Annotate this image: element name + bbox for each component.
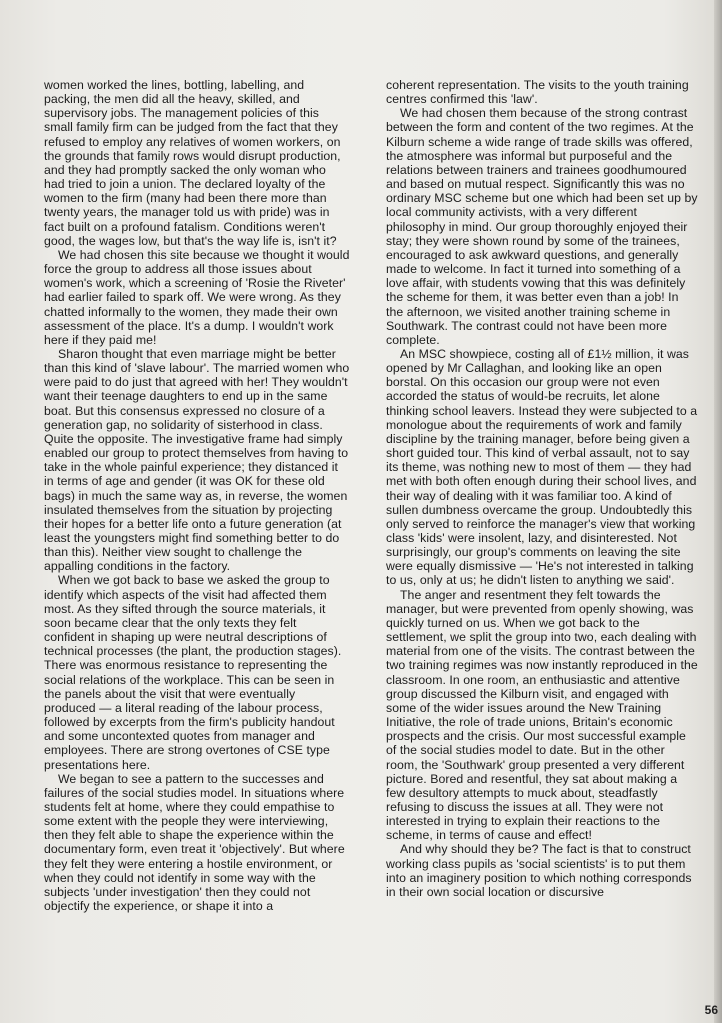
paragraph: coherent representation. The visits to the youth training centres confirmed this 'law'. — [386, 78, 689, 107]
paragraph: women worked the lines, bottling, labelling, and packing, the men did all the heavy, skilled, and supervisory jobs. The management policies of this small family firm can be judged from the fact that they refused to employ any relatives of women workers, on the grounds that family rows would disrupt production, and they had promptly sacked the only woman who had tried to join a union. The declared loyalty of the women to the firm (many had been there more than twenty years, the manager told us with pride) was in fact built on a profound fatalism. Conditions weren't good, the wages low, but that's the way life is, isn't it? — [44, 78, 341, 248]
paragraph: We had chosen them because of the strong contrast between the form and content of the two regimes. At the Kilburn scheme a wide range of trade skills was offered, the atmosphere was informal but purposeful and the relations between trainers and trainees goodhumoured and based on mutual respect. Significantly this was no ordinary MSC scheme but one which had been set up by local community activists, with a very different philosophy in mind. Our group thoroughly enjoyed their stay; they were shown round by some of the trainees, encouraged to ask awkward questions, and generally made to welcome. In fact it turned into something of a love affair, with students vowing that this was definitely the scheme for them, it was better even than a job! In the afternoon, we visited another training scheme in Southwark. The contrast could not have been more complete. — [386, 106, 698, 347]
paragraph: And why should they be? The fact is that to construct working class pupils as 'social scientists' is to put them into an imaginery position to which nothing corresponds in their own social location or discursive — [386, 842, 692, 899]
left-text-column — [44, 78, 350, 913]
right-text-column — [386, 78, 698, 899]
paragraph: We had chosen this site because we thought it would force the group to address all those issues about women's work, which a screening of 'Rosie the Riveter' had earlier failed to spark off. We were wrong. As they chatted informally to the women, they made their own assessment of the place. It's a dump. I wouldn't work here if they paid me! — [44, 247, 350, 347]
paragraph: We began to see a pattern to the successes and failures of the social studies model. In situations where students felt at home, where they could empathise to some extent with the people they were interviewing, then they felt able to shape the experience within the documentary form, even treat it 'objectively'. But where they felt they were entering a hostile environment, or when they could not identify in some way with the subjects 'under investigation' then they could not objectify the experience, or shape it into a — [44, 771, 345, 914]
paragraph: The anger and resentment they felt towards the manager, but were prevented from openly showing, was quickly turned on us. When we got back to the settlement, we split the group into two, each dealing with material from one of the visits. The contrast between the two training regimes was now instantly reproduced in the classroom. In one room, an enthusiastic and attentive group discussed the Kilburn visit, and engaged with some of the wider issues around the New Training Initiative, the role of trade unions, Britain's economic prospects and the crisis. Our most successful example of the social studies model to date. But in the other room, the 'Southwark' group presented a very different picture. Bored and resentful, they sat about making a few desultory attempts to muck about, steadfastly refusing to discuss the issues at all. They were not interested in trying to explain their reactions to the scheme, in terms of cause and effect! — [386, 587, 698, 843]
paragraph: Sharon thought that even marriage might be better than this kind of 'slave labour'. The married women who were paid to do just that agreed with her! They wouldn't want their teenage daughters to end up in the same boat. But this consensus expressed no closure of a generation gap, no solidarity of sisterhood in class. Quite the opposite. The investigative frame had simply enabled our group to protect themselves from having to take in the whole painful experience; they distanced it in terms of age and gender (it was OK for these old bags) in much the same way as, in reverse, the women insulated themselves from the situation by projecting their hopes for a better life onto a future generation (at least the youngsters might find something better to do than this). Neither view sought to challenge the appalling conditions in the factory. — [44, 346, 350, 574]
paragraph: An MSC showpiece, costing all of £1½ million, it was opened by Mr Callaghan, and looking like an open borstal. On this occasion our group were not even accorded the status of would-be recruits, let alone thinking school leavers. Instead they were subjected to a monologue about the requirements of work and family discipline by the training manager, before being given a short guided tour. This kind of verbal assault, not to say its theme, was nothing new to most of them — they had met with both often enough during their school lives, and their way of dealing with it was familiar too. A kind of sullen dumbness overcame the group. Undoubtedly this only served to reinforce the manager's view that working class 'kids' were insolent, lazy, and disinterested. Not surprisingly, our group's comments on leaving the site were equally dismissive — 'He's not interested in talking to us, only at us; he didn't listen to anything we said'. — [386, 346, 698, 588]
paragraph: When we got back to base we asked the group to identify which aspects of the visit had affected them most. As they sifted through the source materials, it soon became clear that the only texts they felt confident in shaping up were neutral descriptions of technical processes (the plant, the production stages). There was enormous resistance to representing the social relations of the workplace. This can be seen in the panels about the visit that were eventually produced — a literal reading of the labour process, followed by excerpts from the firm's publicity handout and some uncontexted quotes from manager and employees. There are strong overtones of CSE type presentations here. — [44, 573, 342, 772]
page-number: 56 — [704, 1003, 718, 1017]
page-edge-shadow — [714, 0, 722, 1023]
